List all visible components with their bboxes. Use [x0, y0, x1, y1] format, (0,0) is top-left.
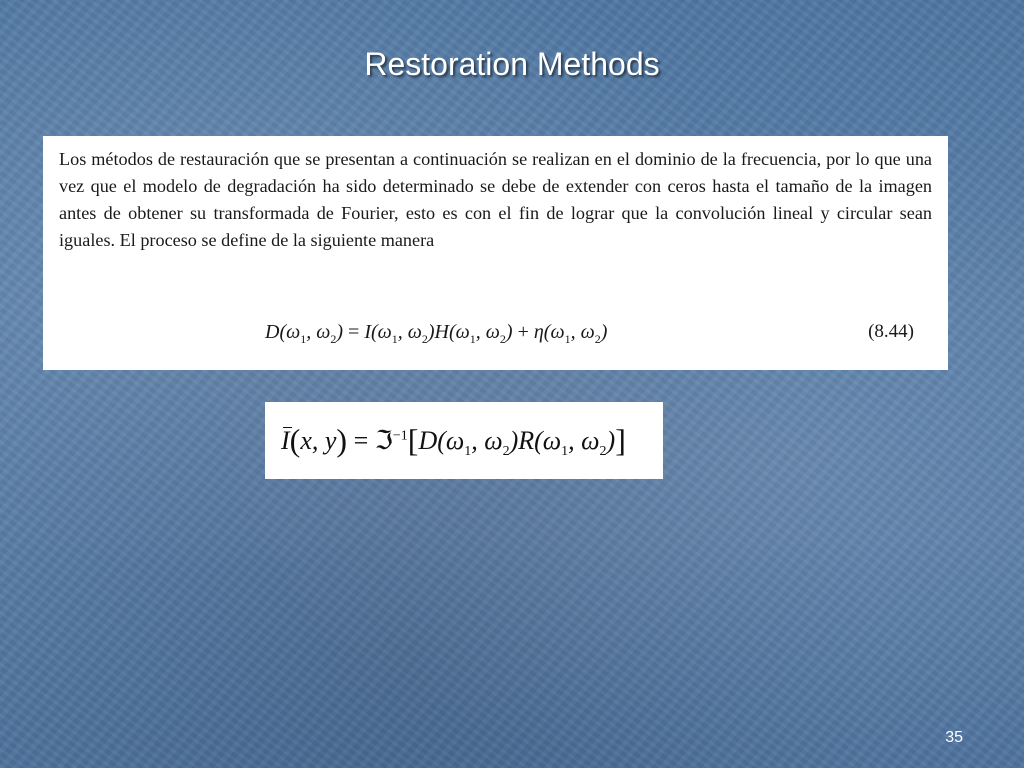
restoration-formula-box — [265, 402, 663, 479]
equation-number: (8.44) — [868, 321, 914, 342]
page-number: 35 — [945, 729, 963, 746]
text-image-box — [43, 136, 948, 370]
equation-row — [43, 321, 948, 351]
slide-title: Restoration Methods — [364, 46, 660, 82]
restoration-formula: I(x, $y) = ℑ^{-1}[D(\omega_1$, $\omega_2)R(\omega_1$, $\omega_2$)] — [281, 422, 626, 460]
degradation-equation: $D(\omega_1$, $\omega_2) = I(\omega_1$, $\omega_2)H(\omega_1$, $\omega_2) + \eta(\omega_1$, $\omega_2$) — [265, 321, 608, 346]
paragraph-text: Los métodos de restauración que se presentan a continuación se realizan en el dominio de la frecuencia, por lo que una vez que el modelo de degradación ha sido determinado se debe de extender con ceros hasta el tamaño de la imagen antes de obtener su transformada de Fourier, esto es con el fin de lograr que la convolución lineal y circular sean iguales. El proceso se define de la siguiente manera — [59, 149, 932, 250]
